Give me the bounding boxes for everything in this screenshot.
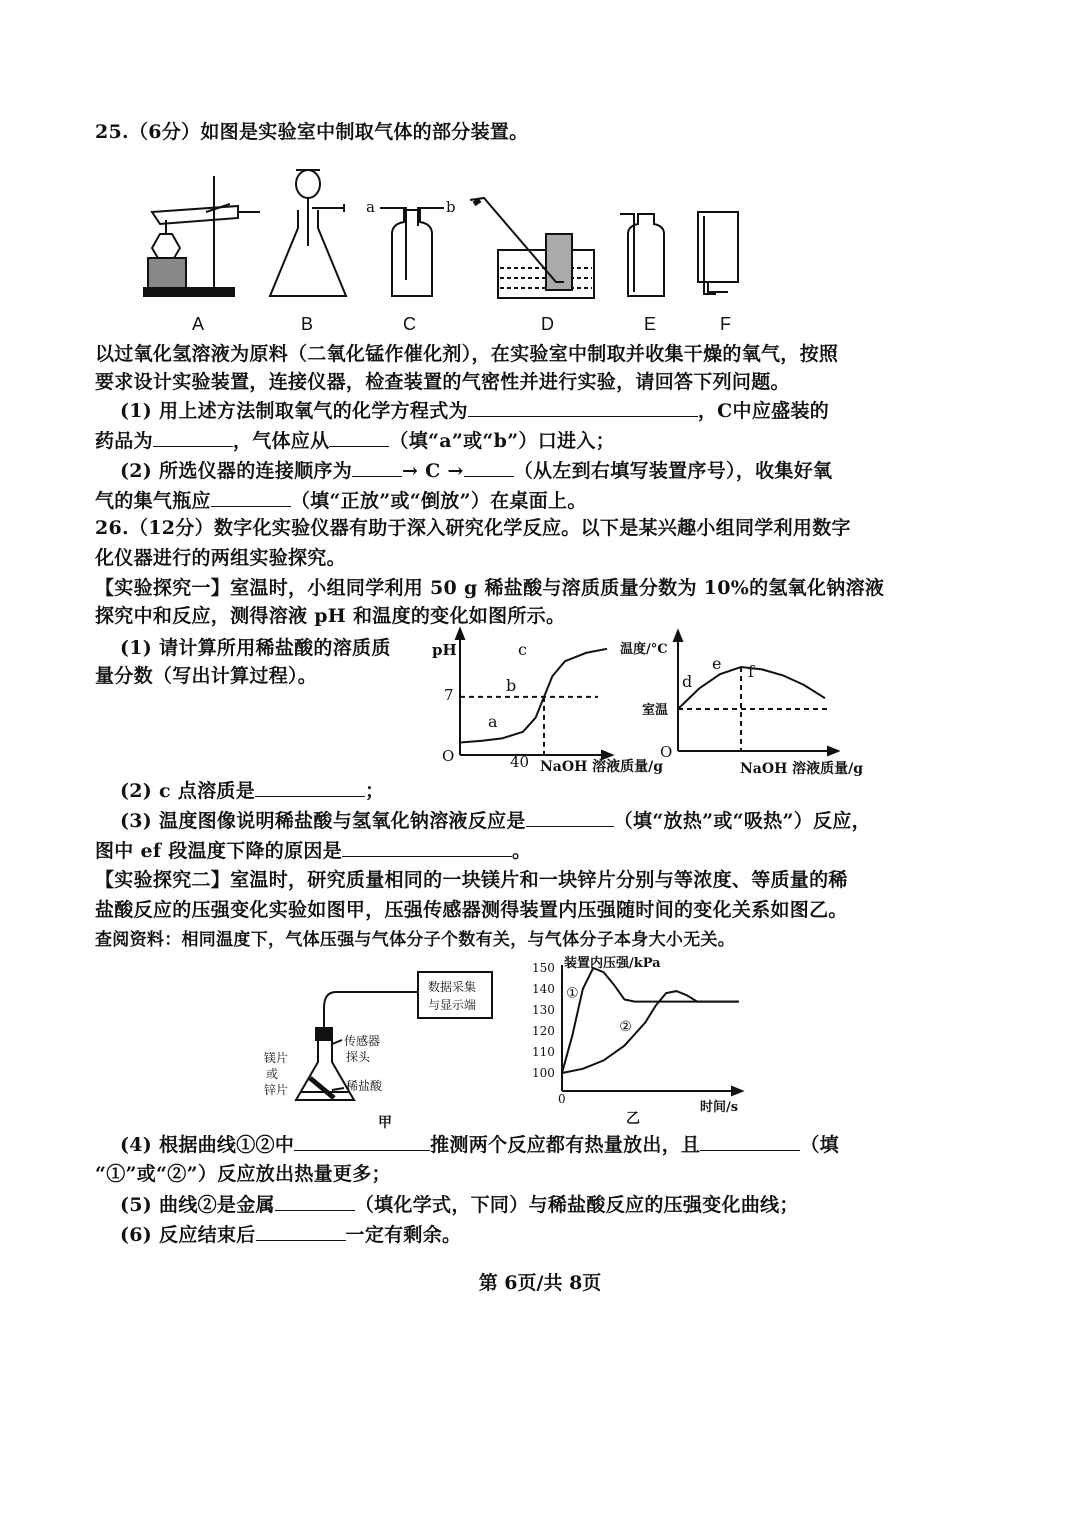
ph-xlabel: NaOH 溶液质量/g	[540, 759, 664, 775]
figure-jia-caption: 甲	[378, 1115, 392, 1131]
temp-ytick-room: 室温	[642, 703, 669, 718]
q26-reference: 查阅资料：相同温度下，气体压强与气体分子个数有关，与气体分子本身大小无关。	[95, 930, 736, 950]
q25-part-2-line-1	[120, 458, 832, 483]
pressure-curve-2	[562, 991, 739, 1073]
q26-p6-text-a: (6) 反应结束后	[120, 1224, 256, 1246]
sensor-label-1: 传感器	[344, 1034, 381, 1048]
q25-p2-text-d: 气的集气瓶应	[95, 490, 211, 512]
apparatus-d-diagram	[470, 198, 594, 298]
q26-p5-text-a: (5) 曲线②是金属	[120, 1194, 275, 1216]
pressure-ytick-150: 150	[532, 961, 555, 975]
ph-xtick-40: 40	[510, 753, 530, 771]
apparatus-figure	[0, 150, 1080, 330]
sensor-stopper	[316, 1028, 332, 1040]
temp-ylabel: 温度/°C	[620, 642, 668, 657]
pressure-origin: 0	[558, 1092, 566, 1105]
apparatus-a-diagram	[144, 176, 260, 296]
q25-port-blank[interactable]	[329, 428, 389, 447]
q25-p1-text-d: ，气体应从	[232, 430, 330, 452]
temp-origin: O	[660, 743, 673, 761]
q25-p2-text-a: (2) 所选仪器的连接顺序为	[120, 460, 353, 482]
pressure-chart	[528, 955, 758, 1105]
pressure-ytick-130: 130	[532, 1003, 555, 1017]
pressure-curve-1	[562, 968, 739, 1073]
q25-order-blank-2[interactable]	[464, 458, 514, 477]
q26-p4-text-b: 推测两个反应都有热量放出，且	[430, 1134, 701, 1156]
temp-xlabel: NaOH 溶液质量/g	[740, 761, 864, 777]
q25-intro-line-2: 要求设计实验装置，连接仪器，检查装置的气密性并进行实验，请回答下列问题。	[95, 371, 790, 393]
temp-point-label-e: e	[712, 654, 722, 673]
q25-p1-text-c: 药品为	[95, 430, 153, 452]
q26-part-4-line-1	[120, 1132, 839, 1157]
apparatus-e-diagram	[620, 214, 664, 296]
figure-jia	[250, 960, 530, 1120]
ph-point-label-c: c	[518, 640, 527, 659]
q26-part-6	[120, 1222, 461, 1247]
ph-origin: O	[442, 747, 455, 765]
q26-p2-text-b: ；	[365, 780, 385, 802]
ph-point-label-a: a	[488, 712, 498, 731]
q25-part-1-line-1	[120, 398, 829, 423]
q26-part-1-line-1: (1) 请计算所用稀盐酸的溶质质	[120, 637, 391, 659]
ph-y-arrow	[456, 629, 464, 639]
q26-p4-text-a: (4) 根据曲线①②中	[120, 1134, 295, 1156]
apparatus-label-a: A	[192, 314, 205, 334]
temp-point-label-d: d	[682, 672, 693, 691]
apparatus-c-diagram	[380, 208, 444, 296]
sensor-cable	[324, 992, 418, 1036]
q25-placement-blank[interactable]	[211, 488, 291, 507]
collector-label-2: 与显示端	[428, 998, 477, 1012]
apparatus-label-b: B	[301, 314, 314, 334]
q26-p3-text-a: (3) 温度图像说明稀盐酸与氢氧化钠溶液反应是	[120, 810, 526, 832]
q26-part-3-line-1	[120, 808, 871, 833]
ph-point-label-b: b	[506, 676, 517, 695]
curve-1-label: ①	[566, 985, 579, 1002]
q26-p4-text-c: （填	[800, 1134, 839, 1156]
pressure-ytick-120: 120	[532, 1024, 555, 1038]
q25-p1-text-a: (1) 用上述方法制取氧气的化学方程式为	[120, 400, 468, 422]
q25-p2-text-e: （填“正放”或“倒放”）在桌面上。	[290, 490, 587, 512]
q26-exp2-line-2: 盐酸反应的压强变化实验如图甲，压强传感器测得装置内压强随时间的变化关系如图乙。	[95, 899, 848, 921]
pressure-ytick-100: 100	[532, 1066, 555, 1080]
metal-label-3: 锌片	[264, 1083, 289, 1097]
q25-p1-text-b: ，C中应盛装的	[697, 400, 830, 422]
q25-order-blank-1[interactable]	[352, 458, 402, 477]
q26-p3-text-d: 。	[512, 840, 532, 862]
q26-exp2-line-1: 【实验探究二】室温时，研究质量相同的一块镁片和一块锌片分别与等浓度、等质量的稀	[95, 869, 848, 891]
port-b-label: b	[446, 198, 456, 216]
q26-metal-blank[interactable]	[275, 1192, 355, 1211]
apparatus-f-diagram	[698, 212, 738, 294]
q26-part-3-line-2	[95, 838, 531, 863]
q25-part-2-line-2	[95, 488, 587, 513]
q26-heading-line-2: 化仪器进行的两组实验探究。	[95, 547, 346, 569]
q26-exp1-line-1: 【实验探究一】室温时，小组同学利用 50 g 稀盐酸与溶质质量分数为 10%的氢氧化钠溶液	[95, 577, 885, 599]
q26-heading-line-1: 26.（12分）数字化实验仪器有助于深入研究化学反应。以下是某兴趣小组同学利用数字	[95, 517, 851, 539]
acid-label: 稀盐酸	[346, 1079, 383, 1093]
q26-exp1-line-2: 探究中和反应，测得溶液 pH 和温度的变化如图所示。	[95, 605, 566, 627]
sensor-label-2: 探头	[346, 1050, 371, 1064]
pressure-ytick-110: 110	[532, 1045, 555, 1059]
collector-label-1: 数据采集	[428, 980, 477, 994]
q26-part-1-line-2: 量分数（写出计算过程）。	[95, 665, 318, 687]
temp-y-arrow	[674, 631, 682, 641]
ph-curve	[460, 649, 607, 743]
q26-p5-text-b: （填化学式，下同）与稀盐酸反应的压强变化曲线；	[354, 1194, 799, 1216]
q25-p2-text-c: （从左到右填写装置序号），收集好氧	[513, 460, 833, 482]
apparatus-label-e: E	[644, 314, 657, 334]
metal-label-2: 或	[266, 1067, 279, 1081]
q26-p3-text-c: 图中 ef 段温度下降的原因是	[95, 840, 342, 862]
figure-yi-caption: 乙	[626, 1111, 640, 1127]
temp-x-arrow	[828, 747, 838, 755]
q26-reason-blank[interactable]	[342, 838, 512, 857]
page-footer: 第 6页/共 8页	[478, 1272, 602, 1294]
apparatus-label-d: D	[541, 314, 554, 334]
pressure-x-arrow	[732, 1087, 742, 1095]
q25-reagent-blank[interactable]	[153, 428, 233, 447]
q26-more-heat-blank[interactable]	[700, 1132, 800, 1151]
metal-strip	[310, 1078, 334, 1098]
q25-heading: 25.（6分）如图是实验室中制取气体的部分装置。	[95, 121, 529, 143]
q25-equation-blank[interactable]	[468, 398, 698, 417]
pressure-ytick-140: 140	[532, 982, 555, 996]
apparatus-label-f: F	[720, 314, 731, 334]
q26-heat-blank[interactable]	[526, 808, 614, 827]
q26-p2-text-a: (2) c 点溶质是	[120, 780, 255, 802]
curve-2-label: ②	[619, 1019, 632, 1035]
port-a-label: a	[366, 198, 375, 216]
q26-remaining-blank[interactable]	[256, 1222, 346, 1241]
metal-label-1: 镁片	[264, 1051, 289, 1065]
q26-part-5	[120, 1192, 799, 1217]
q25-part-1-line-2	[95, 428, 615, 453]
apparatus-label-c: C	[403, 314, 416, 334]
pressure-xlabel: 时间/s	[700, 1100, 739, 1115]
ph-ytick-7: 7	[444, 686, 454, 704]
q26-solute-blank[interactable]	[255, 778, 365, 797]
q26-p3-text-b: （填“放热”或“吸热”）反应，	[613, 810, 871, 832]
ph-ylabel: pH	[432, 641, 457, 659]
q26-part-2	[120, 778, 384, 803]
q25-p2-text-b: → C →	[402, 460, 464, 482]
pressure-ylabel: 装置内压强/kPa	[564, 956, 661, 971]
q26-p6-text-b: 一定有剩余。	[345, 1224, 462, 1246]
q25-p1-text-e: （填“a”或“b”）口进入；	[389, 430, 615, 452]
apparatus-b-diagram	[270, 170, 346, 296]
q26-curve-evidence-blank[interactable]	[294, 1132, 430, 1151]
q25-intro-line-1: 以过氧化氢溶液为原料（二氧化锰作催化剂），在实验室中制取并收集干燥的氧气，按照	[95, 343, 839, 365]
q26-part-4-line-2: “①”或“②”）反应放出热量更多；	[95, 1163, 391, 1185]
temp-point-label-f: f	[748, 662, 754, 681]
